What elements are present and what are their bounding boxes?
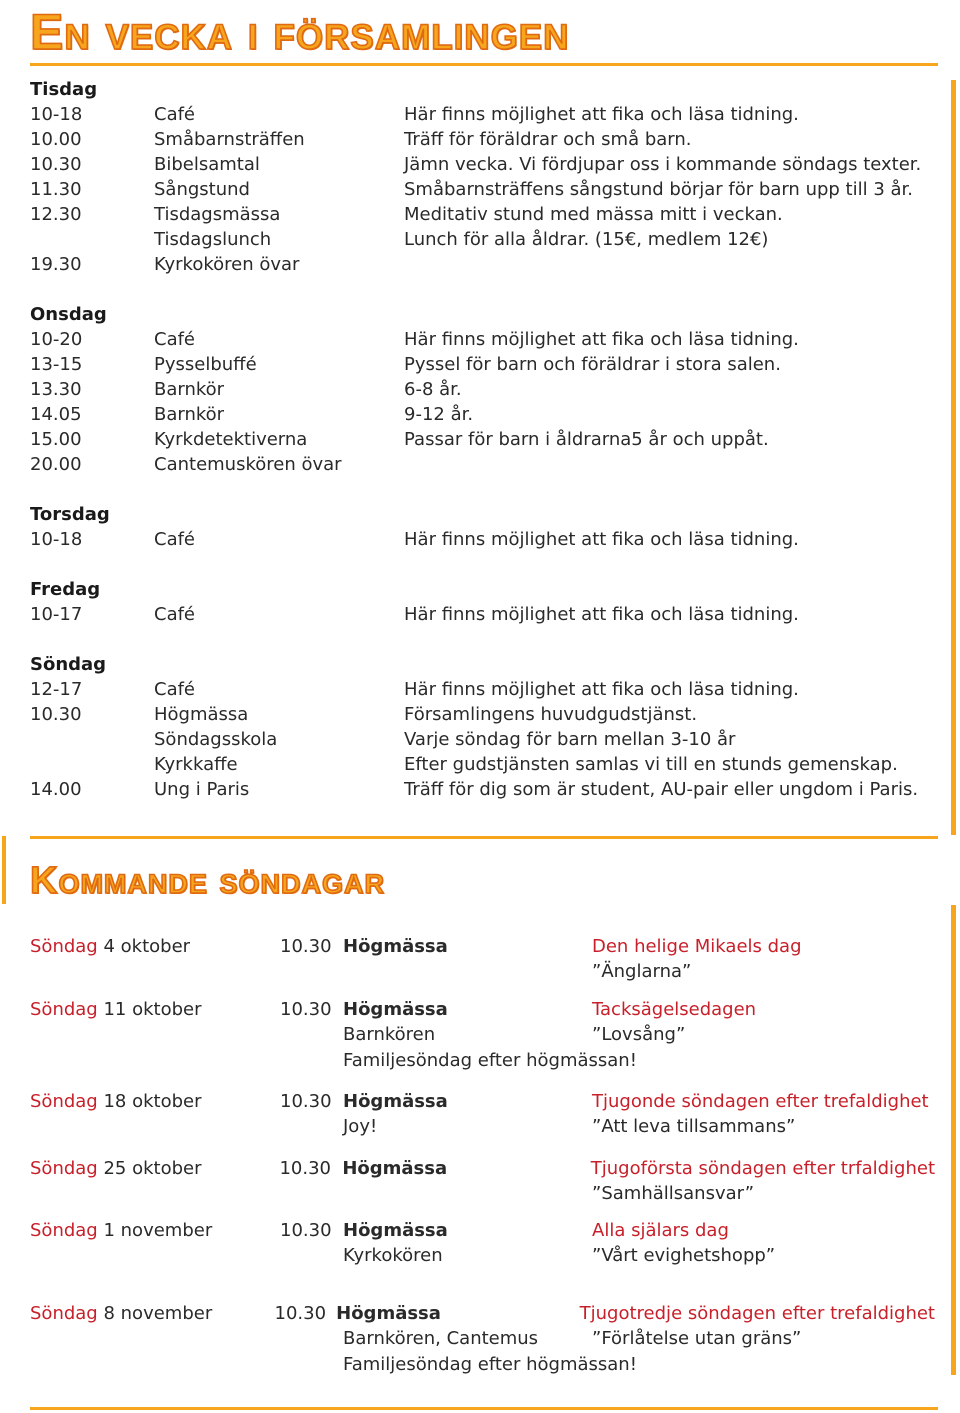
sunday-day-label: Söndag [30,999,98,1020]
service-name: Högmässa [336,1303,441,1324]
event-title: Högmässa [154,704,249,725]
event-description: Varje söndag för barn mellan 3-10 år [404,729,736,750]
day-name: Torsdag [30,504,110,525]
sunday-main-line [30,1156,935,1181]
event-time [30,727,154,752]
event-title: Café [154,679,196,700]
spacer [280,1352,343,1377]
event-time: 14.00 [30,779,82,800]
service-time: 10.30 [280,1091,332,1112]
event-time: 12-17 [30,679,83,700]
spacer [30,1022,280,1047]
day-section [30,302,935,477]
day-section [30,77,935,277]
event-time: 10-20 [30,329,83,350]
sunday-theme: Tjugonde söndagen efter trefaldighet [592,1091,929,1112]
day-name: Söndag [30,654,107,675]
day-name: Onsdag [30,304,107,325]
event-row [30,752,935,777]
event-description: Lunch för alla åldrar. (15€, medlem 12€) [404,229,769,250]
sunday-day-label: Söndag [30,1158,98,1179]
participants [343,1181,592,1206]
spacer [280,1243,343,1268]
event-row [30,352,935,377]
event-title: Café [154,604,196,625]
event-row [30,227,935,252]
event-description: Efter gudstjänsten samlas vi till en stunds gemenskap. [404,754,898,775]
sunday-note: Familjesöndag efter högmässan! [343,1354,637,1375]
sunday-note-line [30,1352,935,1377]
sunday-date-value: 11 oktober [103,999,202,1020]
service-name: Högmässa [343,1091,448,1112]
sunday-date [30,1218,280,1243]
participants [343,959,592,984]
sunday-date [30,1156,279,1181]
event-time: 10-18 [30,104,83,125]
event-time: 14.05 [30,404,82,425]
spacer [280,1181,343,1206]
event-time: 20.00 [30,454,82,475]
sunday-theme: Den helige Mikaels dag [592,936,802,957]
sunday-main-line [30,1089,935,1114]
spacer [30,1326,280,1351]
sunday-date [30,997,280,1022]
middle-divider [30,836,938,839]
event-title: Bibelsamtal [154,154,260,175]
service-name: Högmässa [343,999,448,1020]
sunday-entry [30,934,935,984]
event-row [30,202,935,227]
day-section [30,502,935,552]
weekly-schedule [30,77,935,827]
sunday-entry [30,1156,935,1206]
service-name: Högmässa [343,936,448,957]
event-row [30,252,935,277]
sunday-entry [30,997,935,1073]
event-row [30,727,935,752]
event-title: Café [154,529,196,550]
sunday-main-line [30,997,935,1022]
participants: Joy! [343,1116,378,1137]
sunday-day-label: Söndag [30,1091,98,1112]
spacer [280,959,343,984]
event-row [30,677,935,702]
sunday-day-label: Söndag [30,1303,98,1324]
sunday-detail-line [30,1022,935,1047]
sunday-entry [30,1218,935,1268]
sunday-theme: Tacksägelsedagen [592,999,757,1020]
event-description: 9-12 år. [404,404,474,425]
spacer [280,1114,343,1139]
sunday-main-line [30,934,935,959]
event-description: Här finns möjlighet att fika och läsa tidning. [404,329,799,350]
event-time: 12.30 [30,204,82,225]
page-title: En vecka i församlingen [30,4,570,60]
sunday-theme: Alla själars dag [592,1220,729,1241]
top-divider [30,63,938,66]
spacer [30,1181,280,1206]
day-section [30,652,935,802]
service-time: 10.30 [280,999,332,1020]
sermon-title: ”Samhällsansvar” [592,1183,755,1204]
bottom-divider [30,1407,938,1410]
event-title: Barnkör [154,379,225,400]
event-time: 10.30 [30,154,82,175]
spacer [280,1022,343,1047]
event-description [404,452,935,477]
sunday-main-line [30,1218,935,1243]
right-border [951,80,956,835]
sunday-entry [30,1301,935,1377]
sunday-day-label: Söndag [30,1220,98,1241]
event-row [30,127,935,152]
participants: Kyrkokören [343,1245,443,1266]
event-title: Tisdagsmässa [154,204,281,225]
sunday-detail-line [30,1114,935,1139]
spacer [280,1326,343,1351]
event-description [404,252,935,277]
event-row [30,377,935,402]
event-time: 19.30 [30,254,82,275]
event-title: Sångstund [154,179,250,200]
sunday-date-value: 25 oktober [103,1158,202,1179]
event-time: 10-17 [30,604,83,625]
event-title: Småbarnsträffen [154,129,305,150]
event-title: Cantemuskören övar [154,454,342,475]
event-time [30,752,154,777]
spacer [30,1048,280,1073]
event-description: Pyssel för barn och föräldrar i stora salen. [404,354,781,375]
event-description: Träff för dig som är student, AU-pair eller ungdom i Paris. [404,779,919,800]
event-description: Meditativ stund med mässa mitt i veckan. [404,204,783,225]
sunday-date [30,1089,280,1114]
sermon-title: ”Änglarna” [592,961,692,982]
participants: Barnkören, Cantemus [343,1328,539,1349]
left-accent-bar [2,836,6,904]
sunday-date-value: 1 november [103,1220,213,1241]
day-name: Fredag [30,579,101,600]
event-description: Här finns möjlighet att fika och läsa tidning. [404,104,799,125]
sunday-entry [30,1089,935,1139]
event-time: 13.30 [30,379,82,400]
spacer [30,1243,280,1268]
sunday-detail-line [30,1181,935,1206]
event-title: Kyrkkaffe [154,754,238,775]
upcoming-sundays-title: Kommande söndagar [30,860,385,902]
event-row [30,177,935,202]
sunday-date-value: 18 oktober [103,1091,202,1112]
sunday-theme: Tjugotredje söndagen efter trefaldighet [579,1303,935,1324]
event-time: 13-15 [30,354,83,375]
event-title: Tisdagslunch [154,229,272,250]
event-time: 15.00 [30,429,82,450]
event-time: 10-18 [30,529,83,550]
event-description: Passar för barn i åldrarna5 år och uppåt. [404,429,769,450]
event-title: Kyrkdetektiverna [154,429,308,450]
spacer [30,959,280,984]
service-time: 10.30 [280,1220,332,1241]
service-time: 10.30 [280,936,332,957]
event-row [30,602,935,627]
right-border-lower [951,905,956,1375]
sermon-title: ”Lovsång” [592,1024,686,1045]
event-row [30,102,935,127]
spacer [280,1048,343,1073]
sunday-note-line [30,1048,935,1073]
event-title: Pysselbuffé [154,354,257,375]
event-title: Ung i Paris [154,779,250,800]
sunday-detail-line [30,959,935,984]
event-row [30,452,935,477]
participants: Barnkören [343,1024,436,1045]
service-time: 10.30 [279,1158,331,1179]
sermon-title: ”Vårt evighetshopp” [592,1245,776,1266]
event-description: Här finns möjlighet att fika och läsa tidning. [404,679,799,700]
event-description: Träff för föräldrar och små barn. [404,129,692,150]
sunday-date-value: 8 november [103,1303,213,1324]
sunday-main-line [30,1301,935,1326]
sunday-note: Familjesöndag efter högmässan! [343,1050,637,1071]
sermon-title: ”Att leva tillsammans” [592,1116,796,1137]
event-time: 10.00 [30,129,82,150]
event-description: Småbarnsträffens sångstund börjar för barn upp till 3 år. [404,179,914,200]
event-description: 6-8 år. [404,379,462,400]
sunday-date [30,934,280,959]
event-row [30,527,935,552]
event-row [30,152,935,177]
event-row [30,327,935,352]
event-description: Jämn vecka. Vi fördjupar oss i kommande söndags texter. [404,154,922,175]
service-name: Högmässa [343,1220,448,1241]
event-row [30,402,935,427]
event-time: 11.30 [30,179,82,200]
day-name: Tisdag [30,79,98,100]
service-time: 10.30 [274,1303,327,1324]
event-title: Kyrkokören övar [154,254,300,275]
service-name: Högmässa [342,1158,448,1179]
event-row [30,427,935,452]
day-section [30,577,935,627]
sunday-detail-line [30,1243,935,1268]
event-time: 10.30 [30,704,82,725]
event-row [30,702,935,727]
event-title: Barnkör [154,404,225,425]
event-description: Församlingens huvudgudstjänst. [404,704,698,725]
sunday-detail-line [30,1326,935,1351]
sunday-date-value: 4 oktober [103,936,191,957]
spacer [30,1352,280,1377]
event-title: Café [154,104,196,125]
sunday-theme: Tjugoförsta söndagen efter trfaldighet [590,1158,935,1179]
event-description: Här finns möjlighet att fika och läsa tidning. [404,529,799,550]
spacer [30,1114,280,1139]
event-title: Söndagsskola [154,729,278,750]
sunday-date [30,1301,275,1326]
event-row [30,777,935,802]
event-time [30,227,154,252]
sermon-title: ”Förlåtelse utan gräns” [592,1328,802,1349]
event-title: Café [154,329,196,350]
sunday-day-label: Söndag [30,936,98,957]
event-description: Här finns möjlighet att fika och läsa tidning. [404,604,799,625]
